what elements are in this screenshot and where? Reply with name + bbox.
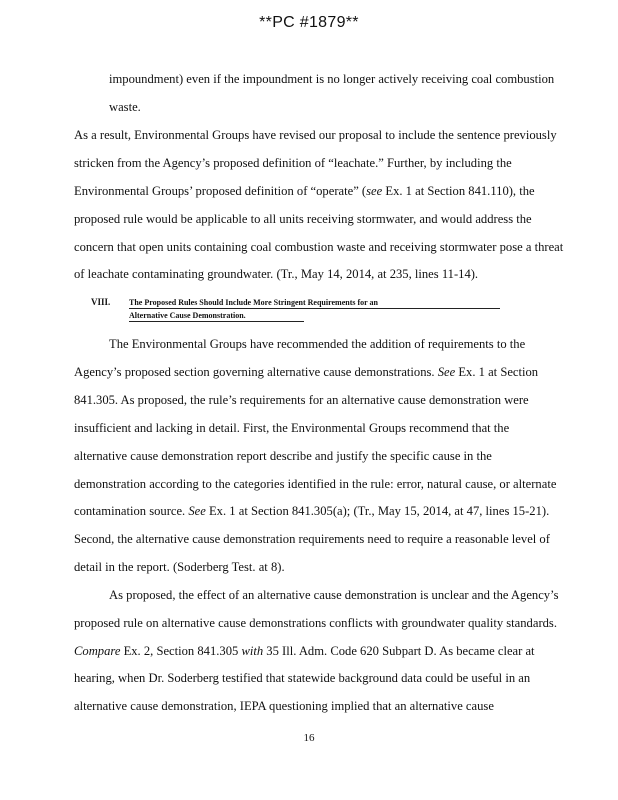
text-line: stricken from the Agency’s proposed definition of “leachate.” Further, by including the bbox=[74, 156, 512, 170]
text-line: alternative cause demonstration report describe and justify the specific cause in the bbox=[74, 449, 492, 463]
text-line: proposed rule on alternative cause demonstrations conflicts with groundwater quality standards. bbox=[74, 616, 557, 630]
text-line: impoundment) even if the impoundment is no longer actively receiving coal combustion bbox=[109, 72, 555, 86]
section-number: VIII. bbox=[91, 297, 111, 307]
text-line: demonstration according to the categories identified in the rule: error, natural cause, or alternate bbox=[74, 477, 557, 491]
page-number: 16 bbox=[303, 732, 315, 744]
text-line: Compare Ex. 2, Section 841.305 with 35 Ill. Adm. Code 620 Subpart D. As became clear at bbox=[74, 644, 535, 658]
text-line: Environmental Groups’ proposed definition of “operate” (see Ex. 1 at Section 841.110), the bbox=[74, 184, 535, 198]
text-line: of leachate contaminating groundwater. (Tr., May 14, 2014, at 235, lines 11-14). bbox=[74, 267, 479, 281]
text-line: The Environmental Groups have recommended the addition of requirements to the bbox=[109, 337, 526, 351]
text-line: concern that open units containing coal combustion waste and receiving stormwater pose a threat bbox=[74, 240, 564, 254]
text-line: alternative cause demonstration, IEPA questioning implied that an alternative cause bbox=[74, 699, 494, 713]
section-heading-line2: Alternative Cause Demonstration. bbox=[129, 311, 246, 320]
text-line: detail in the report. (Soderberg Test. at 8). bbox=[74, 560, 285, 574]
text-line: 841.305. As proposed, the rule’s requirements for an alternative cause demonstration were bbox=[74, 393, 529, 407]
heading-underline bbox=[129, 321, 304, 322]
section-heading-line1: The Proposed Rules Should Include More Stringent Requirements for an bbox=[129, 298, 378, 307]
text-line: waste. bbox=[109, 100, 141, 114]
text-line: As a result, Environmental Groups have revised our proposal to include the sentence previously bbox=[74, 128, 557, 142]
pc-stamp: **PC #1879** bbox=[259, 14, 359, 31]
text-line: Second, the alternative cause demonstration requirements need to require a reasonable level of bbox=[74, 532, 550, 546]
text-line: proposed rule would be applicable to all units receiving stormwater, and would address the bbox=[74, 212, 532, 226]
text-line: Agency’s proposed section governing alternative cause demonstrations. See Ex. 1 at Section bbox=[74, 365, 539, 379]
text-line: As proposed, the effect of an alternative cause demonstration is unclear and the Agency’s bbox=[109, 588, 559, 602]
text-line: hearing, when Dr. Soderberg testified that statewide background data could be useful in an bbox=[74, 671, 531, 685]
heading-underline bbox=[129, 308, 500, 309]
text-line: insufficient and lacking in detail. First, the Environmental Groups recommend that the bbox=[74, 421, 510, 435]
text-line: contamination source. See Ex. 1 at Section 841.305(a); (Tr., May 15, 2014, at 47, lines 15-21). bbox=[74, 504, 550, 518]
